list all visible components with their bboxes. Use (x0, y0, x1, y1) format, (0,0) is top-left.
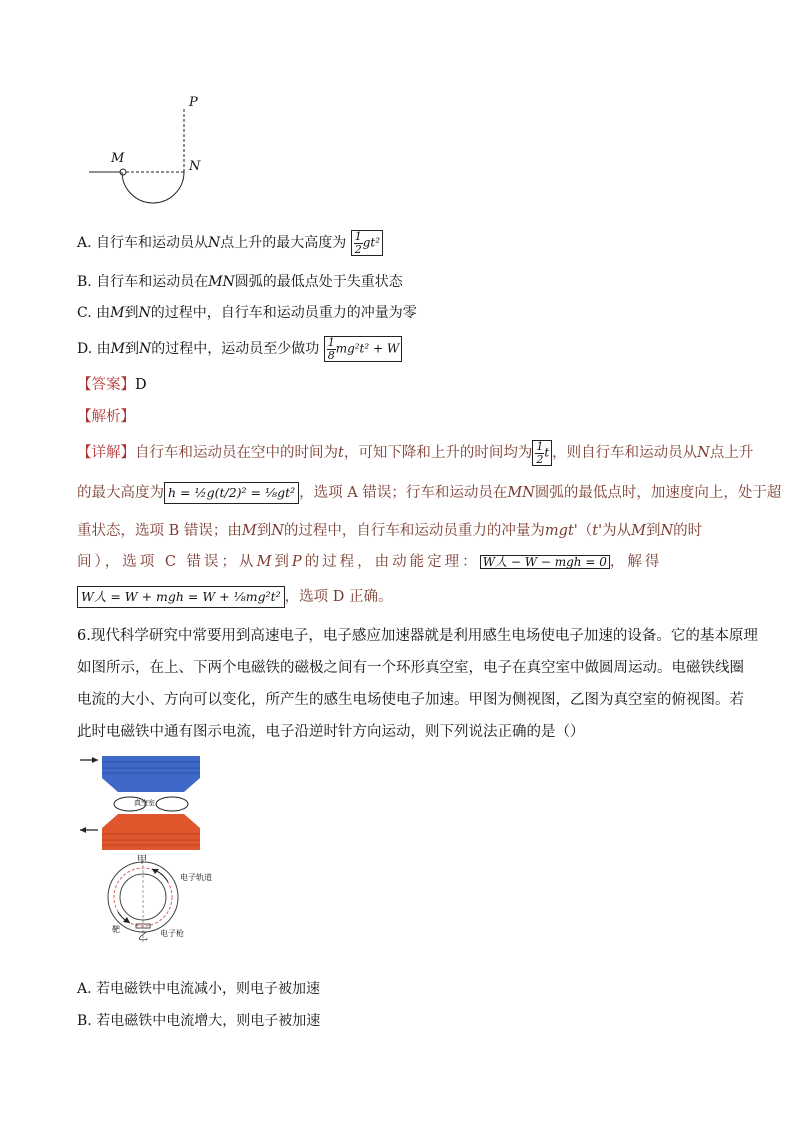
symbol-m: M (241, 523, 257, 539)
formula-box: h = ½g(t/2)² = ⅛gt² (164, 482, 299, 503)
detail-text: 圆弧的最低点时，加速度向上，处于超 (534, 485, 782, 501)
q5-option-b (77, 271, 403, 291)
detail-text: ，可知下降和上升的时间均为 (343, 445, 533, 462)
option-text: 到 (124, 305, 139, 321)
q6-line-1: 6.现代科学研究中常要用到高速电子，电子感应加速器就是利用感生电场使电子加速的设备。它的基本原理 (77, 628, 758, 644)
q5-option-a (77, 230, 383, 256)
formula-box (532, 440, 552, 466)
numerator: 1 (354, 230, 362, 243)
option-text: 由 (96, 305, 111, 321)
symbol-n: N (660, 523, 674, 539)
option-letter: B. (77, 274, 92, 290)
option-text: 点上升的最大高度为 (220, 235, 347, 252)
formula-tail: mg²t² + W (335, 341, 400, 356)
option-text: 的过程中，运动员至少做功 (151, 341, 320, 358)
detail-text: ，则自行车和运动员从 (552, 445, 698, 462)
q6-line-4: 此时电磁铁中通有图示电流，电子沿逆时针方向运动，则下列说法正确的是（） (77, 724, 585, 740)
detail-text: 到 (645, 523, 661, 539)
answer-value: D (135, 377, 147, 393)
q6-line-3: 电流的大小、方向可以变化，所产生的感生电场使电子加速。甲图为侧视图，乙图为真空室的俯视图。若 (77, 692, 744, 708)
vacuum-chamber-label: 真空室 (134, 799, 155, 807)
option-text: 圆弧的最低点处于失重状态 (234, 274, 403, 290)
detail-text: 自行车和运动员在空中的时间为 (135, 445, 338, 462)
option-text: 自行车和运动员在 (96, 274, 209, 290)
symbol-mn: MN (507, 485, 535, 501)
target-label: 靶 (112, 925, 120, 934)
symbol-p: P (291, 554, 305, 570)
option-letter: A. (77, 235, 92, 252)
track-diagram (85, 95, 225, 210)
option-text: 的过程中，自行车和运动员重力的冲量为零 (150, 305, 417, 321)
denominator: 2 (354, 242, 362, 256)
formula-box (351, 230, 383, 256)
option-text: 自行车和运动员从 (96, 235, 209, 252)
detail-text: 的最大高度为 (77, 485, 164, 501)
q6-line-2: 如图所示，在上、下两个电磁铁的磁极之间有一个环形真空室，电子在真空室中做圆周运动。电磁铁线圈 (77, 660, 744, 676)
symbol-n: N (138, 341, 152, 358)
symbol-m: M (110, 341, 125, 358)
option-text: 到 (124, 341, 139, 358)
detail-line-3 (77, 519, 702, 540)
symbol-m: M (110, 305, 125, 321)
detail-line-4 (77, 550, 662, 571)
symbol-m: M (256, 554, 275, 570)
formula-box: W人 = W + mgh = W + ⅛mg²t² (77, 586, 285, 607)
symbol-m: M (631, 523, 646, 539)
option-text: 若电磁铁中电流减小，则电子被加速 (96, 981, 321, 997)
numerator: 1 (327, 336, 335, 349)
detail-text: 的过程中，自行车和运动员重力的冲量为 (283, 523, 545, 539)
detail-text: （ (577, 523, 593, 539)
q5-option-c (77, 302, 417, 322)
formula-box: W人 − W − mgh = 0 (480, 555, 610, 570)
label-n: N (189, 159, 201, 174)
answer-line (77, 373, 147, 394)
detail-text: 点上升 (709, 445, 754, 462)
numerator: 1 (536, 440, 544, 453)
betatron-diagram (80, 752, 220, 942)
electron-orbit-label: 电子轨道 (180, 873, 212, 882)
betatron-figure (80, 752, 220, 942)
q6-option-a (77, 978, 320, 998)
side-view-label: 甲 (137, 855, 147, 866)
option-letter: B. (77, 1013, 92, 1029)
q6-option-b (77, 1010, 320, 1030)
top-view-label: 乙 (138, 932, 148, 943)
symbol-t-prime: t' (592, 523, 603, 539)
analysis-label: 【解析】 (77, 409, 135, 425)
detail-text: 间），选项 C 错误；从 (77, 554, 257, 570)
detail-text: ，选项 D 正确。 (284, 589, 393, 605)
symbol-mgt: mgt' (544, 523, 578, 539)
symbol-n: N (138, 305, 151, 321)
detail-text: ，选项 A 错误；行车和运动员在 (299, 485, 508, 501)
detail-text: 的过程，由动能定理： (304, 554, 480, 570)
label-m: M (111, 151, 125, 166)
q5-option-d (77, 336, 402, 362)
denominator: 2 (536, 452, 544, 466)
detail-text: 到 (274, 554, 292, 570)
fraction (327, 337, 336, 361)
fraction (354, 231, 363, 255)
detail-text: 的时 (673, 523, 703, 539)
detail-text: ，解得 (609, 554, 663, 570)
formula-tail: gt² (362, 235, 381, 250)
option-text: 若电磁铁中电流增大，则电子被加速 (96, 1013, 321, 1029)
option-letter: D. (77, 341, 93, 358)
detail-line-1 (77, 440, 753, 466)
symbol-n: N (271, 523, 284, 539)
option-text: 由 (96, 341, 111, 358)
detail-text: 重状态，选项 B 错误；由 (77, 523, 242, 539)
symbol-t: t (338, 445, 344, 462)
analysis-line (77, 405, 135, 426)
detail-line-5 (77, 585, 393, 608)
track-figure (85, 95, 225, 210)
detail-label: 【详解】 (77, 445, 135, 462)
symbol-n: N (697, 445, 710, 462)
answer-label: 【答案】 (77, 377, 135, 393)
detail-text: 到 (256, 523, 272, 539)
detail-text: 为从 (602, 523, 632, 539)
symbol-n: N (208, 235, 221, 252)
label-p: P (189, 95, 198, 110)
symbol-mn: MN (208, 274, 235, 290)
option-letter: C. (77, 305, 92, 321)
electron-gun-label: 电子枪 (160, 929, 184, 938)
formula-tail: t (544, 445, 550, 460)
fraction (535, 441, 544, 465)
formula-box (324, 336, 403, 362)
option-letter: A. (77, 981, 92, 997)
denominator: 8 (327, 348, 335, 362)
detail-line-2 (77, 481, 781, 504)
